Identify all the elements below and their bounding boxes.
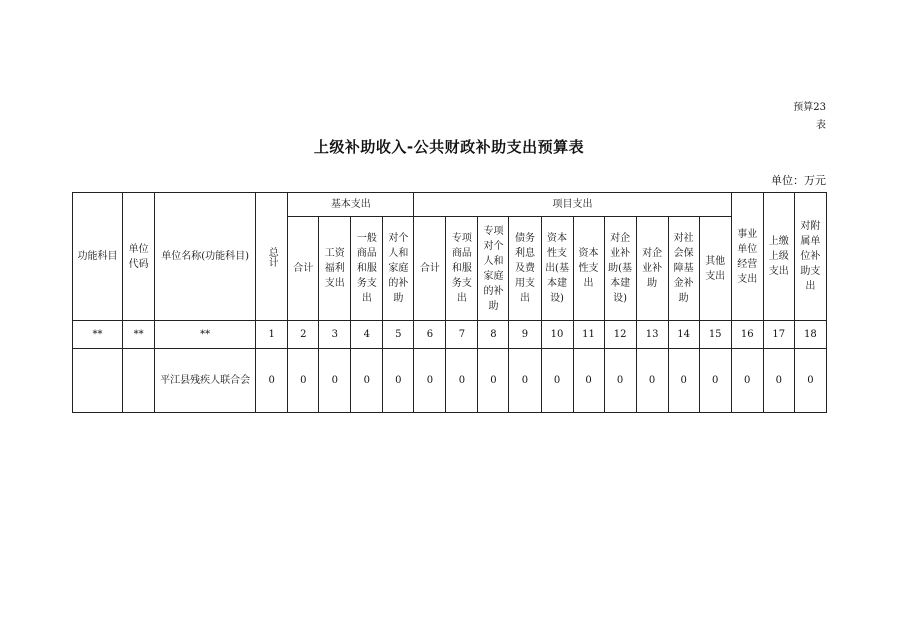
header-project-col: 专项商品和服务支出 [446,217,478,321]
index-cell: 8 [478,321,509,349]
data-cell: 0 [763,349,794,413]
data-cell: 0 [636,349,668,413]
index-cell: 16 [731,321,763,349]
header-project-col: 对社会保障基金补助 [668,217,699,321]
header-unit-name: 单位名称(功能科目) [155,193,256,321]
data-cell: 0 [446,349,478,413]
index-cell: 11 [573,321,604,349]
data-cell: 0 [604,349,636,413]
data-cell: 0 [351,349,383,413]
index-cell: 18 [794,321,826,349]
data-cell: 0 [509,349,541,413]
index-cell: ** [155,321,256,349]
data-cell: 0 [478,349,509,413]
data-cell [73,349,123,413]
index-cell: 17 [763,321,794,349]
index-cell: 9 [509,321,541,349]
header-subsidiary: 对附属单位补助支出 [794,193,826,321]
header-project-col: 资本性支出 [573,217,604,321]
index-cell: ** [73,321,123,349]
header-total: 总计 [256,193,288,321]
index-cell: 3 [319,321,351,349]
header-row-group [73,193,827,217]
index-cell: 13 [636,321,668,349]
header-func-subject: 功能科目 [73,193,123,321]
header-project-col: 合计 [414,217,446,321]
data-cell: 0 [383,349,414,413]
index-cell: ** [123,321,155,349]
index-cell: 14 [668,321,699,349]
index-cell: 7 [446,321,478,349]
index-cell: 6 [414,321,446,349]
header-project-col: 其他支出 [699,217,731,321]
index-cell: 15 [699,321,731,349]
index-cell: 2 [288,321,319,349]
budget-table [72,192,827,413]
data-cell: 0 [319,349,351,413]
header-basic-col: 对个人和家庭的补助 [383,217,414,321]
header-upper: 上缴上级支出 [763,193,794,321]
data-cell: 0 [288,349,319,413]
header-project-col: 债务利息及费用支出 [509,217,541,321]
data-cell: 0 [256,349,288,413]
data-cell-unit-name: 平江县残疾人联合会 [155,349,256,413]
header-project-col: 资本性支出(基本建设) [541,217,573,321]
unit-label: 单位：万元 [771,174,826,187]
header-basic-col: 合计 [288,217,319,321]
data-cell: 0 [731,349,763,413]
form-number [793,99,826,135]
data-cell: 0 [414,349,446,413]
index-cell: 1 [256,321,288,349]
data-cell: 0 [541,349,573,413]
index-cell: 10 [541,321,573,349]
index-cell: 12 [604,321,636,349]
header-project-col: 对企业补助 [636,217,668,321]
form-number-line2: 表 [816,120,826,131]
header-business: 事业单位经营支出 [731,193,763,321]
header-basic-group: 基本支出 [288,193,414,217]
data-cell [123,349,155,413]
table-row [73,349,827,413]
data-cell: 0 [668,349,699,413]
header-basic-col: 一般商品和服务支出 [351,217,383,321]
page-title: 上级补助收入-公共财政补助支出预算表 [313,138,585,156]
index-cell: 4 [351,321,383,349]
data-cell: 0 [699,349,731,413]
index-cell: 5 [383,321,414,349]
data-cell: 0 [573,349,604,413]
header-unit-code: 单位代码 [123,193,155,321]
header-project-col: 对企业补助(基本建设) [604,217,636,321]
header-project-group: 项目支出 [414,193,731,217]
data-cell: 0 [794,349,826,413]
header-project-col: 专项对个人和家庭的补助 [478,217,509,321]
form-number-line1: 预算23 [793,102,826,113]
table-row-index [73,321,827,349]
header-basic-col: 工资福利支出 [319,217,351,321]
